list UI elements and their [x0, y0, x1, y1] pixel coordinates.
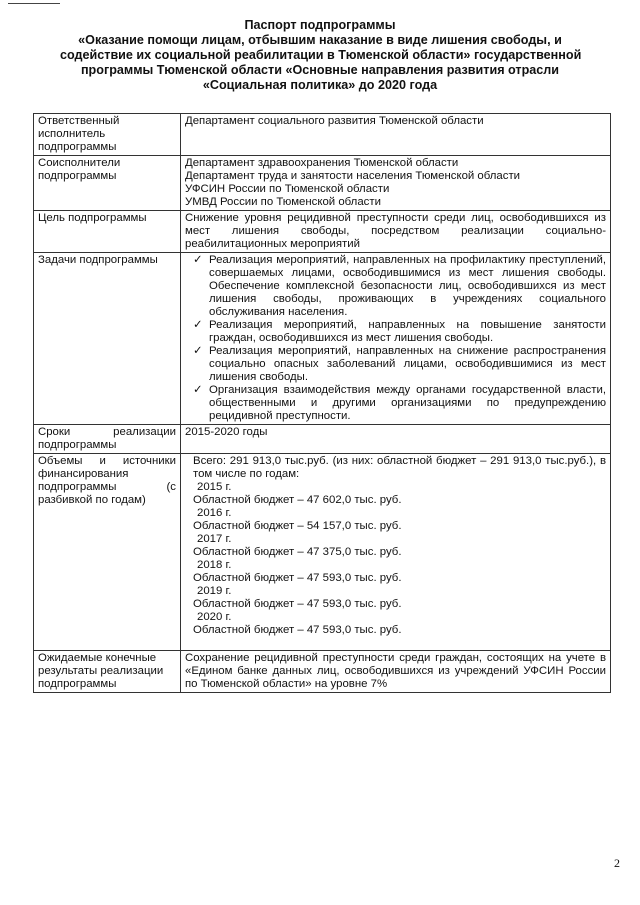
title-line: «Оказание помощи лицам, отбывшим наказание в виде лишения свободы, и: [78, 33, 562, 47]
row-goal: [34, 211, 611, 253]
task-item: [185, 254, 606, 319]
funding-value: [181, 454, 611, 651]
executor-label: Ответственный исполнитель подпрограммы: [34, 114, 181, 156]
coexecutor-item: Департамент труда и занятости населения Тюменской области: [185, 170, 521, 182]
task-text: Реализация мероприятий, направленных на снижение распространения социально опасных заболеваний лицами, освободившимися из мест лишения свободы.: [209, 345, 606, 383]
task-item: [185, 345, 606, 384]
title-line: содействие их социальной реабилитации в Тюменской области» государственной: [60, 48, 582, 62]
task-text: Реализация мероприятий, направленных на профилактику преступлений, совершаемых лицами, освободившимися из мест лишения свободы. Обеспечение комплексной безопасности лиц, освободившихся из мест лишения свободы, проживающих в учреждениях социального обслуживания населения.: [209, 254, 606, 318]
row-funding: [34, 454, 611, 651]
funding-amount: Областной бюджет – 47 593,0 тыс. руб.: [193, 572, 402, 584]
funding-amount: Областной бюджет – 47 593,0 тыс. руб.: [193, 598, 402, 610]
results-label: Ожидаемые конечные результаты реализации подпрограммы: [34, 651, 181, 693]
checkmark-icon: ✓: [193, 345, 203, 357]
executor-value: Департамент социального развития Тюменской области: [181, 114, 611, 156]
coexecutors-label: Соисполнители подпрограммы: [34, 156, 181, 211]
goal-value: Снижение уровня рецидивной преступности среди лиц, освободившихся из мест лишения свободы, посредством реализации социально-реабилитационных мероприятий: [181, 211, 611, 253]
title-line: «Социальная политика» до 2020 года: [202, 78, 438, 92]
checkmark-icon: ✓: [193, 384, 203, 396]
coexecutor-item: УМВД России по Тюменской области: [185, 196, 381, 208]
goal-label: Цель подпрограммы: [34, 211, 181, 253]
checkmark-icon: ✓: [193, 254, 203, 266]
row-results: [34, 651, 611, 693]
task-item: [185, 384, 606, 423]
task-item: [185, 319, 606, 345]
funding-amount: Областной бюджет – 47 602,0 тыс. руб.: [193, 494, 402, 506]
row-terms: [34, 425, 611, 454]
coexecutor-item: УФСИН России по Тюменской области: [185, 183, 390, 195]
terms-label: Сроки реализации подпрограммы: [34, 425, 181, 454]
funding-year: 2017 г.: [197, 533, 232, 545]
row-coexecutors: [34, 156, 611, 211]
tasks-value: [181, 253, 611, 425]
funding-year: 2019 г.: [197, 585, 232, 597]
funding-year: 2015 г.: [197, 481, 232, 493]
row-tasks: [34, 253, 611, 425]
terms-value: 2015-2020 годы: [181, 425, 611, 454]
funding-amount: Областной бюджет – 54 157,0 тыс. руб.: [193, 520, 402, 532]
task-text: Организация взаимодействия между органами государственной власти, общественными и другими организациями по предупреждению рецидивной преступности.: [209, 384, 606, 422]
task-text: Реализация мероприятий, направленных на повышение занятости граждан, освободившихся из мест лишения свободы.: [209, 319, 606, 344]
funding-label: Объемы и источники финансирования подпрограммы (с разбивкой по годам): [34, 454, 181, 651]
coexecutor-item: Департамент здравоохранения Тюменской области: [185, 157, 459, 169]
page-number: 2: [614, 856, 620, 870]
title-line: программы Тюменской области «Основные направления развития отрасли: [80, 63, 560, 77]
coexecutors-value: [181, 156, 611, 211]
funding-year: 2020 г.: [197, 611, 232, 623]
corner-rule: [8, 3, 60, 4]
funding-year: 2016 г.: [197, 507, 232, 519]
row-executor: [34, 114, 611, 156]
checkmark-icon: ✓: [193, 319, 203, 331]
tasks-list: [185, 254, 606, 423]
funding-amount: Областной бюджет – 47 375,0 тыс. руб.: [193, 546, 402, 558]
title-line: Паспорт подпрограммы: [244, 18, 396, 32]
passport-table: [33, 113, 611, 693]
funding-total: Всего: 291 913,0 тыс.руб. (из них: областной бюджет – 291 913,0 тыс.руб.), в том числе по годам:: [193, 455, 606, 480]
results-value: Сохранение рецидивной преступности среди граждан, состоящих на учете в «Едином банке данных лиц, освободившихся из учреждений УФСИН России по Тюменской области» на уровне 7%: [181, 651, 611, 693]
page-title: [60, 18, 580, 93]
tasks-label: Задачи подпрограммы: [34, 253, 181, 425]
funding-amount: Областной бюджет – 47 593,0 тыс. руб.: [193, 624, 402, 636]
funding-year: 2018 г.: [197, 559, 232, 571]
